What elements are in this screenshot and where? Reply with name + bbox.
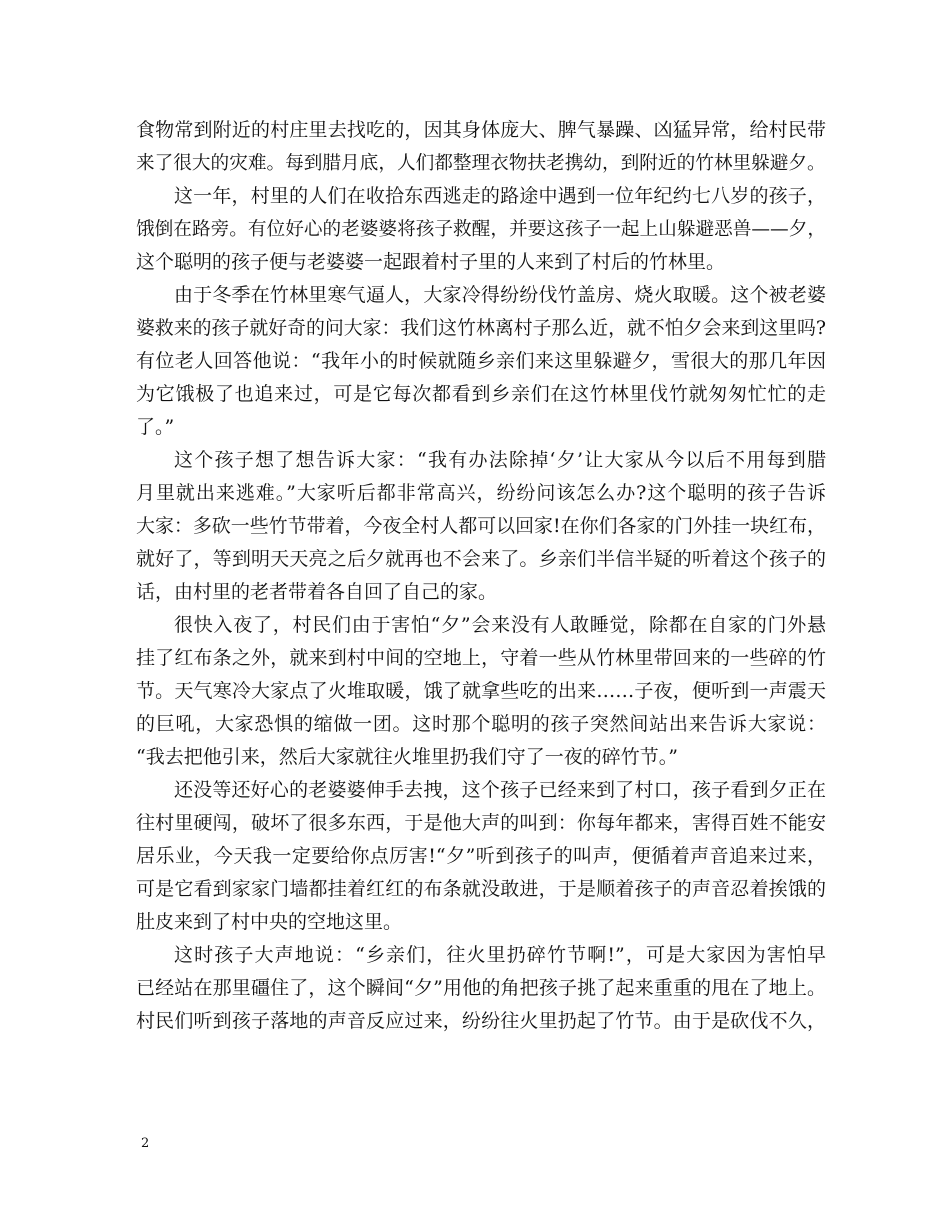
text-line: 已经站在那里礓住了，这个瞬间“夕”用他的角把孩子挑了起来重重的甩在了地上。	[136, 977, 826, 999]
text-line: 话，由村里的老者带着各自回了自己的家。	[136, 581, 498, 603]
text-line: “我去把他引来，然后大家就往火堆里扔我们守了一夜的碎竹节。”	[136, 746, 678, 768]
text-line: 了。”	[136, 416, 175, 438]
text-line: 由于冬季在竹林里寒气逼人，大家冷得纷纷伐竹盖房、烧火取暖。这个被老婆	[174, 284, 826, 306]
text-line: 大家：多砍一些竹节带着，今夜全村人都可以回家!在你们各家的门外挂一块红布，	[136, 515, 826, 537]
text-line: 月里就出来逃难。”大家听后都非常高兴，纷纷问该怎么办?这个聪明的孩子告诉	[136, 482, 826, 504]
text-line: 来了很大的灾难。每到腊月底，人们都整理衣物扶老携幼，到附近的竹林里躲避夕。	[136, 153, 826, 174]
text-line: 往村里硬闯，破坏了很多东西，于是他大声的叫到：你每年都来，害得百姓不能安	[136, 812, 826, 834]
text-line: 节。天气寒冷大家点了火堆取暖，饿了就拿些吃的出来……子夜，便听到一声震天	[136, 680, 826, 702]
text-line: 这个聪明的孩子便与老婆婆一起跟着村子里的人来到了村后的竹林里。	[136, 251, 726, 273]
page-number: 2	[141, 1136, 150, 1151]
text-line: 这一年，村里的人们在收拾东西逃走的路途中遇到一位年纪约七八岁的孩子，	[174, 185, 826, 207]
text-line: 为它饿极了也追来过，可是它每次都看到乡亲们在这竹林里伐竹就匆匆忙忙的走	[136, 383, 826, 405]
text-line: 肚皮来到了村中央的空地这里。	[136, 911, 403, 933]
text-line: 婆救来的孩子就好奇的问大家：我们这竹林离村子那么近，就不怕夕会来到这里吗?	[136, 317, 826, 339]
text-line: 饿倒在路旁。有位好心的老婆婆将孩子救醒，并要这孩子一起上山躲避恶兽——夕，	[136, 219, 826, 240]
text-line: 这个孩子想了想告诉大家：“我有办法除掉‘夕’让大家从今以后不用每到腊	[174, 449, 826, 471]
text-line: 很快入夜了，村民们由于害怕“夕”会来没有人敢睡觉，除都在自家的门外悬	[174, 614, 826, 636]
text-line: 这时孩子大声地说：“乡亲们，往火里扔碎竹节啊!”，可是大家因为害怕早	[174, 944, 826, 966]
text-line: 的巨吼，大家恐惧的缩做一团。这时那个聪明的孩子突然间站出来告诉大家说：	[136, 713, 826, 735]
text-line: 还没等还好心的老婆婆伸手去拽，这个孩子已经来到了村口，孩子看到夕正在	[174, 779, 826, 801]
text-line: 居乐业，今天我一定要给你点厉害!“夕”听到孩子的叫声，便循着声音追来过来，	[136, 845, 826, 867]
text-line: 有位老人回答他说：“我年小的时候就随乡亲们来这里躲避夕，雪很大的那几年因	[136, 350, 826, 372]
text-line: 村民们听到孩子落地的声音反应过来，纷纷往火里扔起了竹节。由于是砍伐不久，	[136, 1010, 826, 1032]
body-text	[136, 114, 826, 1038]
text-line: 就好了，等到明天天亮之后夕就再也不会来了。乡亲们半信半疑的听着这个孩子的	[136, 548, 826, 570]
text-line: 食物常到附近的村庄里去找吃的，因其身体庞大、脾气暴躁、凶猛异常，给村民带	[136, 119, 826, 141]
text-line: 挂了红布条之外，就来到村中间的空地上，守着一些从竹林里带回来的一些碎的竹	[136, 647, 826, 669]
text-line: 可是它看到家家门墙都挂着红红的布条就没敢进，于是顺着孩子的声音忍着挨饿的	[136, 878, 826, 900]
